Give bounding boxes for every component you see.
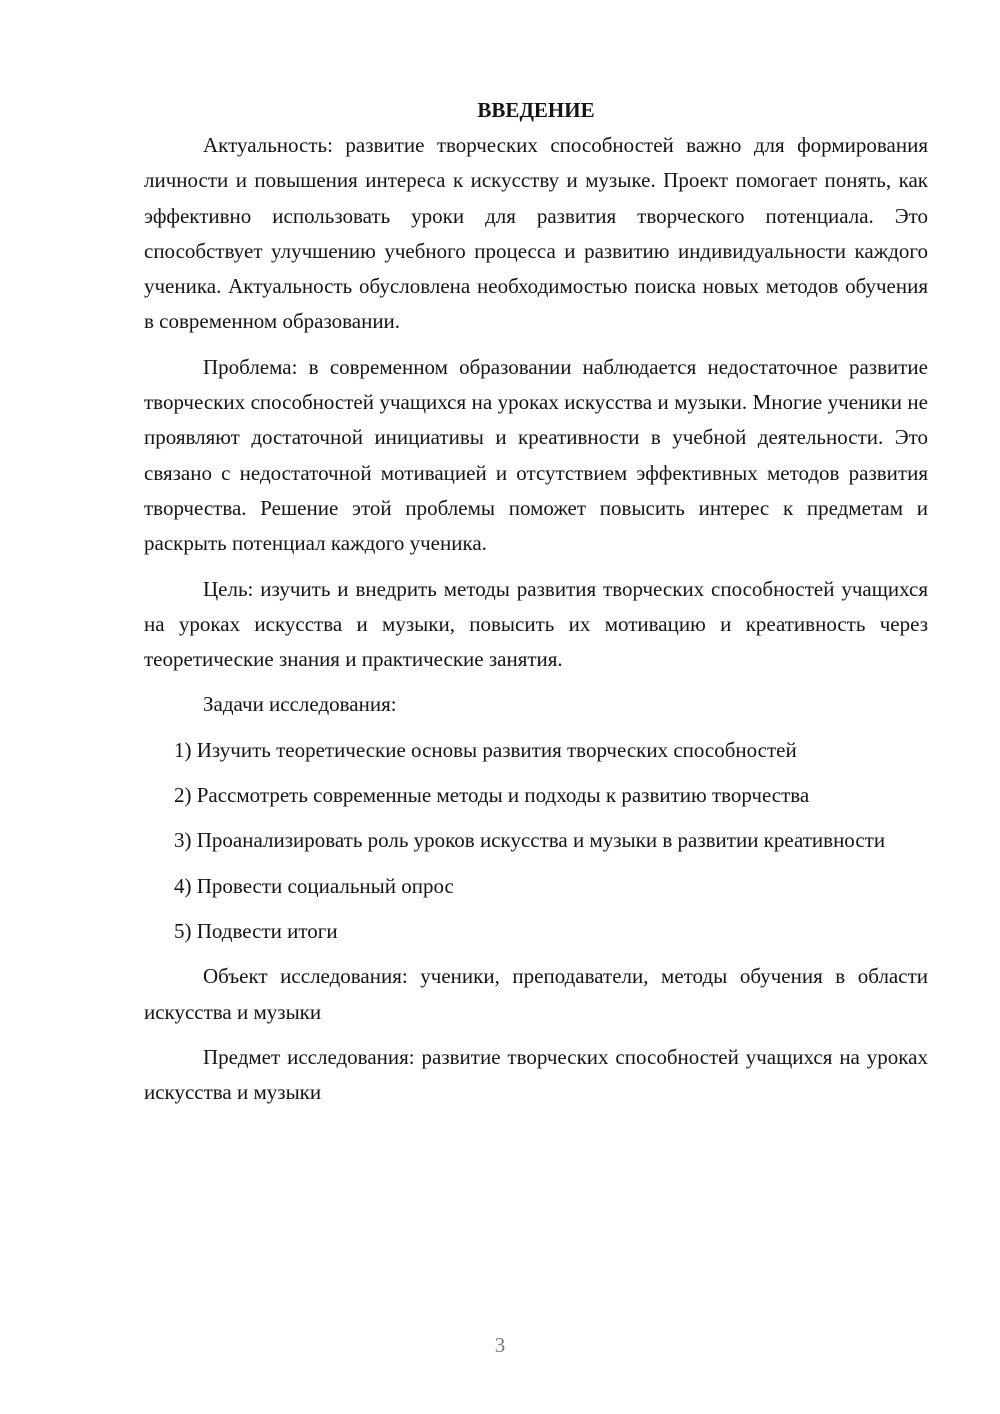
tasks-title: Задачи исследования: [203, 692, 397, 717]
page-number: 3 [494, 1333, 506, 1357]
subject-paragraph: Предмет исследования: развитие творческих способностей учащихся на уроках искусства и музыки [144, 1044, 928, 1105]
list-item: 4) Провести социальный опрос [174, 873, 454, 898]
section-heading: ВВЕДЕНИЕ [477, 98, 595, 122]
list-item: 3) Проанализировать роль уроков искусства и музыки в развитии креативности [174, 828, 886, 853]
problem-paragraph: Проблема: в современном образовании наблюдается недостаточное развитие творческих способностей учащихся на уроках искусства и музыки. Многие ученики не проявляют достаточной инициативы и креативности в учебной деятельности. Это связано с недостаточной мотивацией и отсутствием эффективных методов развития творчества. Решение этой проблемы поможет повысить интерес к предметам и раскрыть потенциал каждого ученика. [144, 354, 928, 556]
goal-paragraph: Цель: изучить и внедрить методы развития творческих способностей учащихся на уроках искусства и музыки, повысить их мотивацию и креативность через теоретические знания и практические занятия. [144, 576, 928, 672]
object-paragraph: Объект исследования: ученики, преподаватели, методы обучения в области искусства и музыки [144, 964, 928, 1024]
document-page [144, 94, 928, 1120]
list-item: 5) Подвести итоги [174, 918, 338, 943]
list-item: 2) Рассмотреть современные методы и подходы к развитию творчества [174, 783, 810, 808]
relevance-paragraph: Актуальность: развитие творческих способностей важно для формирования личности и повышения интереса к искусству и музыке. Проект помогает понять, как эффективно использовать уроки для развития творческого потенциала. Это способствует улучшению учебного процесса и развитию индивидуальности каждого ученика. Актуальность обусловлена необходимостью поиска новых методов обучения в современном образовании. [144, 133, 928, 334]
list-item: 1) Изучить теоретические основы развития творческих способностей [174, 737, 797, 762]
tasks-list [144, 733, 928, 949]
